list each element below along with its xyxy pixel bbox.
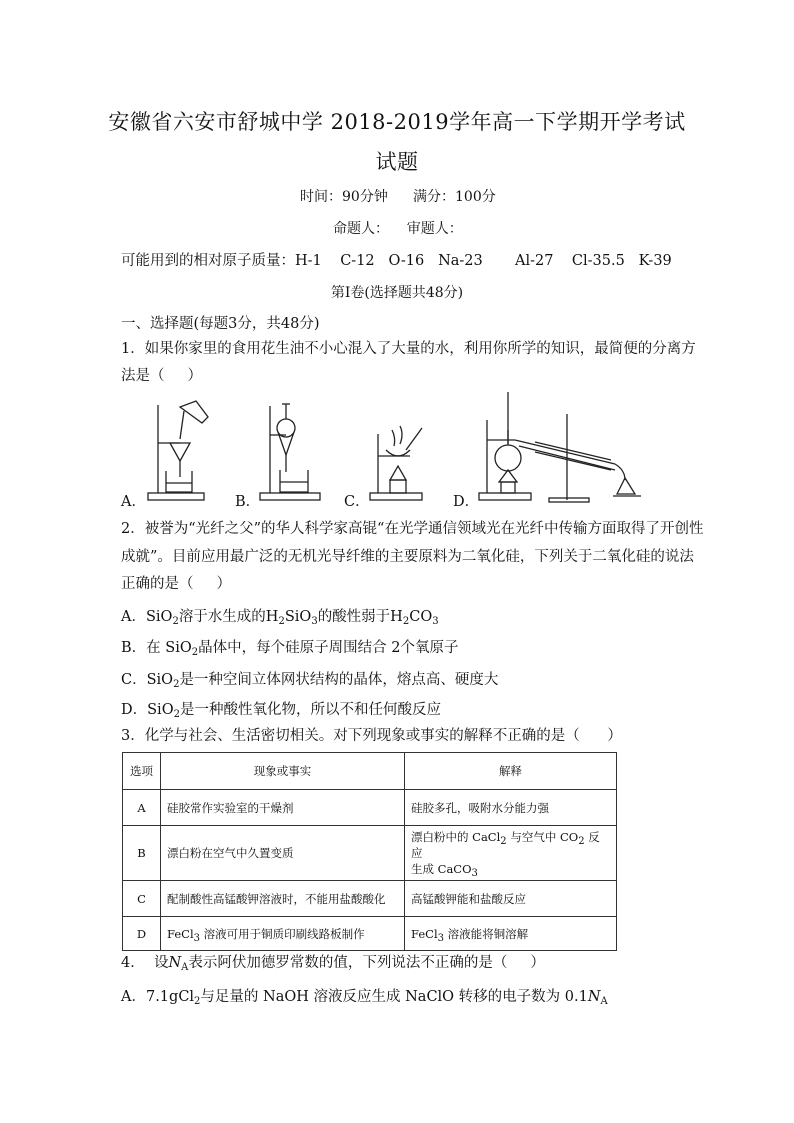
- table-cell-option: C: [123, 881, 161, 917]
- q1-option-b-label: B．: [235, 494, 261, 510]
- table-cell-fact: 配制酸性高锰酸钾溶液时，不能用盐酸酸化: [161, 881, 405, 917]
- table-header: 现象或事实: [161, 753, 405, 790]
- table-cell-option: A: [123, 790, 161, 826]
- q1-line2: 法是（ ）: [121, 368, 203, 384]
- q2-line2: 成就”。目前应用最广泛的无机光导纤维的主要原料为二氧化硅，下列关于二氧化硅的说法: [121, 549, 694, 565]
- q2-line3: 正确的是（ ）: [121, 576, 232, 592]
- separatory-funnel-icon: [256, 400, 326, 505]
- table-row: [123, 917, 617, 951]
- table-cell-fact: 漂白粉在空气中久置变质: [161, 826, 405, 881]
- table-cell-explanation: 高锰酸钾能和盐酸反应: [405, 881, 617, 917]
- exam-score: 满分：100分: [413, 189, 496, 205]
- table-cell-option: B: [123, 826, 161, 881]
- q2-option-b: B．在 SiO$_2$晶体中，每个硅原子周围结合 2个氧原子: [121, 640, 459, 658]
- table-header: 选项: [123, 753, 161, 790]
- table-row: [123, 790, 617, 826]
- table-cell-fact: FeCl$_3$ 溶液可用于铜质印刷线路板制作: [161, 917, 405, 951]
- q2-option-c: C．SiO$_2$是一种空间立体网状结构的晶体，熔点高、硬度大: [121, 672, 499, 690]
- exam-authors: 命题人： 审题人：: [333, 221, 463, 237]
- evaporation-apparatus-icon: [366, 420, 428, 505]
- q1-line1: 1．如果你家里的食用花生油不小心混入了大量的水，利用你所学的知识，最简便的分离方: [121, 341, 696, 357]
- table-row: [123, 881, 617, 917]
- distillation-apparatus-icon: [475, 390, 650, 505]
- table-header-row: [123, 753, 617, 790]
- q1-option-c-label: C．: [344, 494, 370, 510]
- table-cell-fact: 硅胶常作实验室的干燥剂: [161, 790, 405, 826]
- page-title: 安徽省六安市舒城中学 2018-2019学年高一下学期开学考试: [108, 110, 686, 134]
- q2-line1: 2．被誉为“光纤之父”的华人科学家高锟“在光学通信领域光在光纤中传输方面取得了开创性: [121, 521, 704, 537]
- table-cell-explanation: 漂白粉中的 CaCl$_2$ 与空气中 $CO_2$ 反应 生成 CaCO$_3$: [405, 826, 617, 881]
- q4-stem: 4． 设$N_A$表示阿伏加德罗常数的值，下列说法不正确的是（ ）: [121, 955, 545, 973]
- q1-option-d-label: D．: [453, 494, 480, 510]
- table-cell-explanation: FeCl$_3$ 溶液能将铜溶解: [405, 917, 617, 951]
- section-heading: 一、选择题(每题3分，共48分): [121, 316, 320, 332]
- q2-option-a: A．SiO$_2$溶于水生成的$H_2SiO_3$的酸性弱于$H_2CO_3$: [121, 609, 439, 627]
- table-row: [123, 826, 617, 881]
- part1-title: 第Ⅰ卷(选择题共48分): [330, 285, 464, 301]
- table-cell-option: D: [123, 917, 161, 951]
- exam-time: 时间：90分钟: [300, 189, 388, 205]
- page-title-line2: 试题: [375, 150, 419, 174]
- q4-option-a: A．7.1gCl$_2$与足量的 NaOH 溶液反应生成 NaClO 转移的电子数为 $0.1N_A$: [121, 989, 608, 1007]
- atomic-mass-line: 可能用到的相对原子质量：H-1 C-12 O-16 Na-23 Al-27 Cl-35.5 K-39: [121, 253, 672, 269]
- table-header: 解释: [405, 753, 617, 790]
- q3-table: [122, 752, 617, 951]
- q2-option-d: D．SiO$_2$是一种酸性氧化物，所以不和任何酸反应: [121, 702, 441, 720]
- filtration-apparatus-icon: [140, 395, 210, 505]
- q3-stem: 3．化学与社会、生活密切相关。对下列现象或事实的解释不正确的是（ ）: [121, 728, 622, 744]
- table-cell-explanation: 硅胶多孔，吸附水分能力强: [405, 790, 617, 826]
- q1-option-a-label: A．: [121, 494, 146, 510]
